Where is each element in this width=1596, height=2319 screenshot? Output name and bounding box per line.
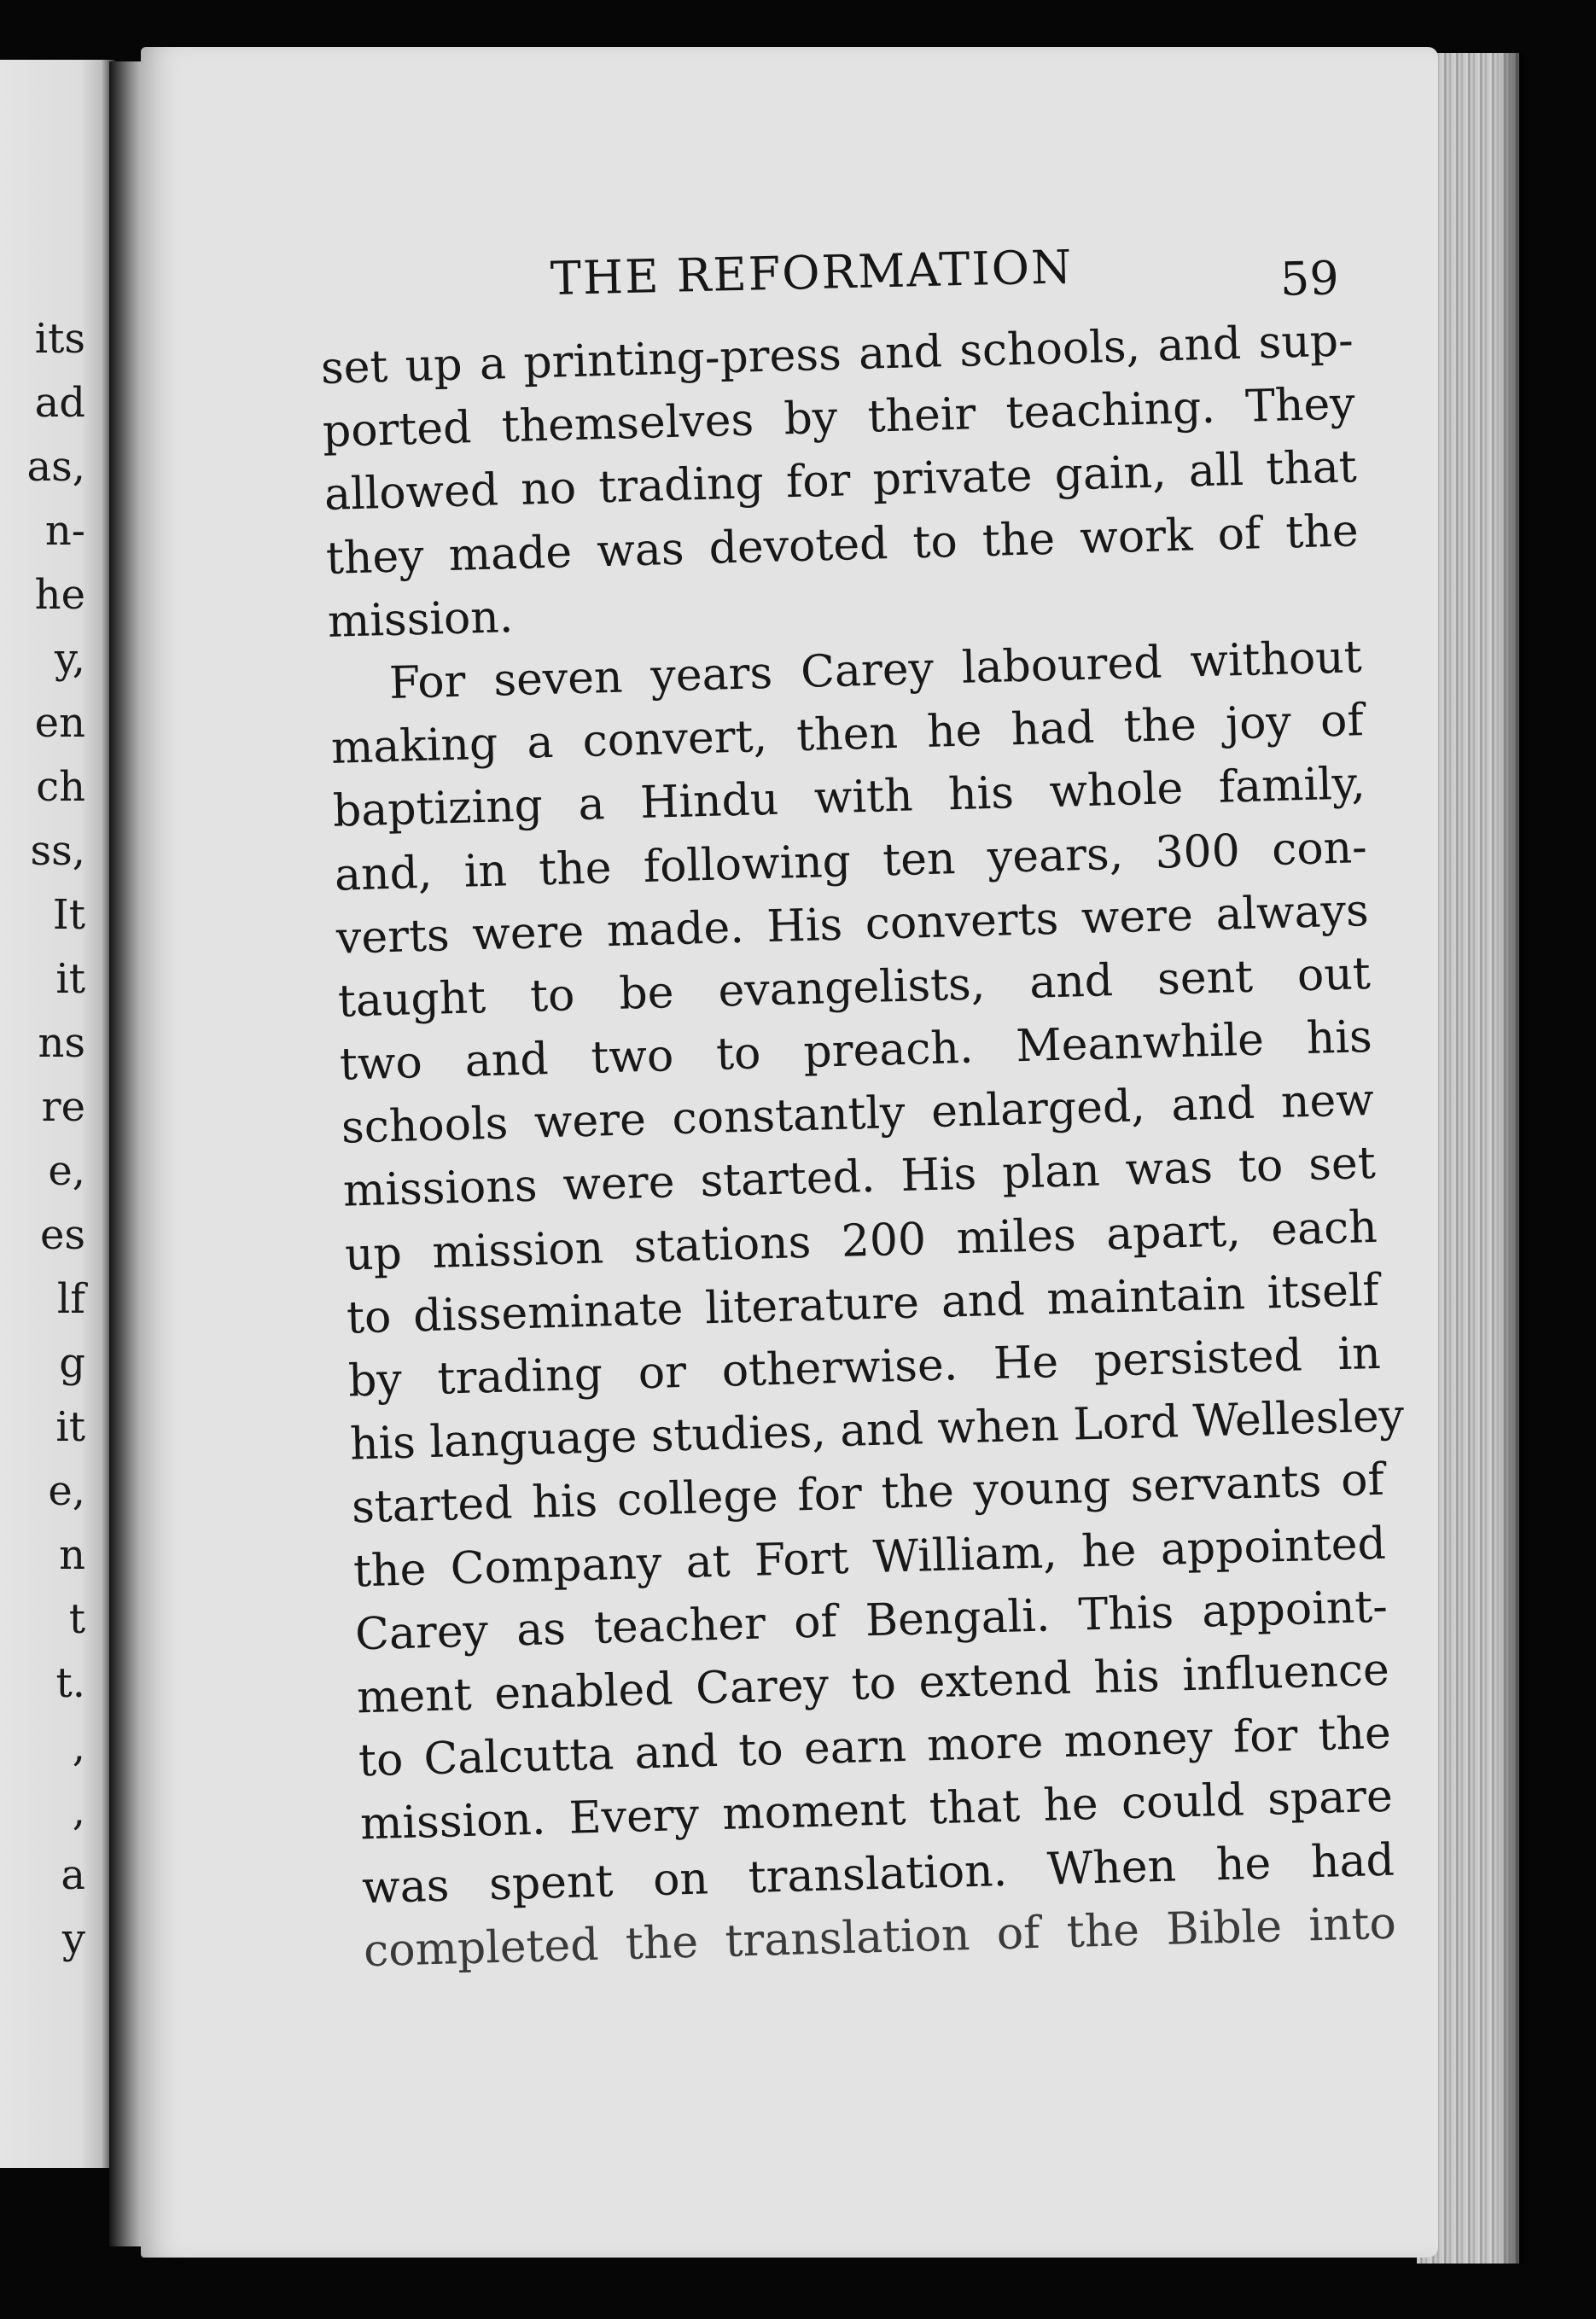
text-line: started his college for the young servants of: [351, 1454, 1385, 1534]
text-line: up mission stations 200 miles apart, each: [344, 1201, 1378, 1281]
text-line: ported themselves by their teaching. They: [322, 378, 1356, 458]
text-line: ment enabled Carey to extend his influence: [356, 1644, 1390, 1724]
left-fragment: ns: [38, 1019, 85, 1067]
book-page: [141, 47, 1438, 2258]
text-line: his language studies, and when Lord Wellesley: [349, 1390, 1405, 1471]
text-line: to Calcutta and to earn more money for the: [358, 1707, 1392, 1787]
left-fragment: e,: [48, 1147, 85, 1195]
left-fragment: n: [59, 1531, 85, 1579]
text-line: mission.: [327, 591, 515, 648]
left-fragment: t.: [55, 1659, 85, 1707]
facing-left-page: [0, 60, 115, 2168]
text-line: and, in the following ten years, 300 con-: [334, 821, 1368, 901]
left-fragment: ad: [34, 379, 85, 427]
text-line: mission. Every moment that he could spare: [359, 1770, 1394, 1850]
text-line: allowed no trading for private gain, all that: [323, 441, 1358, 521]
text-line: completed the translation of the Bible into: [363, 1897, 1397, 1977]
running-head: THE REFORMATION: [550, 240, 1074, 306]
left-fragment: lf: [56, 1275, 85, 1323]
text-line: making a convert, then he had the joy of: [330, 695, 1365, 774]
left-fragment: y,: [55, 635, 85, 683]
text-line: set up a printing-press and schools, and sup-: [320, 315, 1354, 394]
left-fragment: its: [34, 315, 85, 363]
text-line: was spent on translation. When he had: [361, 1834, 1395, 1914]
text-line: they made was devoted to the work of the: [325, 504, 1360, 585]
left-fragment: re: [41, 1083, 85, 1131]
left-fragment: it: [55, 1403, 85, 1451]
text-line: by trading or otherwise. He persisted in: [347, 1327, 1382, 1407]
left-fragment: it: [55, 955, 85, 1003]
text-line: Carey as teacher of Bengali. This appoint-: [354, 1581, 1389, 1661]
text-line: schools were constantly enlarged, and new: [341, 1075, 1375, 1154]
left-fragment: It: [52, 891, 85, 939]
text-line: two and two to preach. Meanwhile his: [339, 1011, 1373, 1091]
left-fragment: ss,: [30, 827, 85, 875]
left-fragment: t: [68, 1595, 85, 1643]
left-fragment: n-: [44, 507, 85, 555]
left-fragment: en: [34, 699, 85, 747]
text-line: to disseminate literature and maintain itself: [346, 1264, 1380, 1344]
left-fragment: he: [34, 571, 85, 619]
left-fragment: ,: [72, 1723, 85, 1771]
paragraph-first-line: For seven years Carey laboured without: [388, 632, 1363, 709]
text-line: baptizing a Hindu with his whole family,: [332, 758, 1366, 838]
fore-edge-shadow: [1498, 53, 1523, 2264]
left-fragment: a: [61, 1851, 85, 1899]
left-fragment: es: [39, 1211, 85, 1259]
body-text: [320, 309, 1405, 1983]
left-fragment: g: [59, 1339, 85, 1387]
left-page-text-fragments: [0, 307, 102, 1972]
left-fragment: as,: [26, 443, 85, 491]
text-line: missions were started. His plan was to set: [342, 1138, 1377, 1218]
text-line: taught to be evangelists, and sent out: [337, 947, 1372, 1028]
page-number: 59: [1279, 251, 1340, 306]
left-fragment: e,: [48, 1467, 85, 1515]
text-line: the Company at Fort William, he appointed: [352, 1518, 1387, 1598]
text-line: verts were made. His converts were always: [335, 884, 1370, 964]
left-fragment: y: [61, 1915, 85, 1963]
left-fragment: ch: [36, 763, 85, 811]
left-fragment: ,: [72, 1787, 85, 1835]
